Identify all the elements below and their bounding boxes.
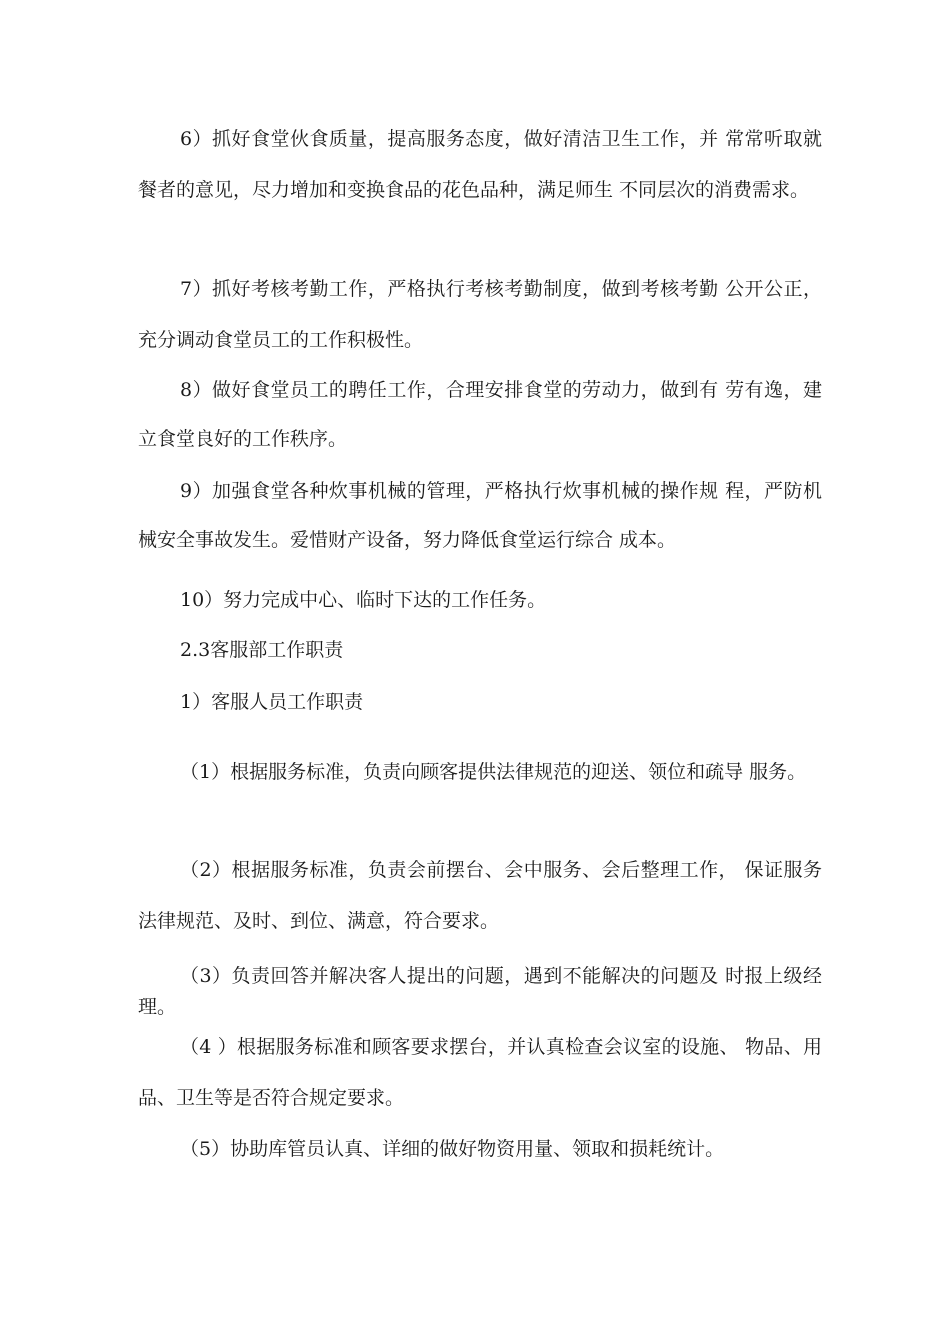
- paragraph-item-8: 8）做好食堂员工的聘任工作，合理安排食堂的劳动力，做到有 劳有逸，建立食堂良好的工作秩序。: [138, 379, 822, 450]
- duty-item-3: （3）负责回答并解决客人提出的问题，遇到不能解决的问题及 时报上级经理。: [138, 965, 822, 1018]
- section-heading: 2.3客服部工作职责: [180, 639, 344, 661]
- subsection-heading: 1）客服人员工作职责: [180, 691, 364, 713]
- paragraph-item-10: 10）努力完成中心、临时下达的工作任务。: [180, 589, 547, 611]
- duty-item-4: （4 ）根据服务标准和顾客要求摆台，并认真检查会议室的设施、 物品、用品、卫生等是否符合规定要求。: [138, 1036, 822, 1109]
- duty-item-2: （2）根据服务标准，负责会前摆台、会中服务、会后整理工作， 保证服务法律规范、及时、到位、满意，符合要求。: [138, 859, 822, 932]
- paragraph-item-7: 7）抓好考核考勤工作，严格执行考核考勤制度，做到考核考勤 公开公正，充分调动食堂员工的工作积极性。: [138, 278, 822, 351]
- duty-item-5: （5）协助库管员认真、详细的做好物资用量、领取和损耗统计。: [180, 1138, 725, 1160]
- duty-item-1: （1）根据服务标准，负责向顾客提供法律规范的迎送、领位和疏导 服务。: [180, 761, 807, 783]
- paragraph-item-6: 6）抓好食堂伙食质量，提高服务态度，做好清洁卫生工作，并 常常听取就餐者的意见，尽力增加和变换食品的花色品种，满足师生 不同层次的消费需求。: [138, 128, 822, 201]
- paragraph-item-9: 9）加强食堂各种炊事机械的管理，严格执行炊事机械的操作规 程，严防机械安全事故发生。爱惜财产设备，努力降低食堂运行综合 成本。: [138, 480, 822, 551]
